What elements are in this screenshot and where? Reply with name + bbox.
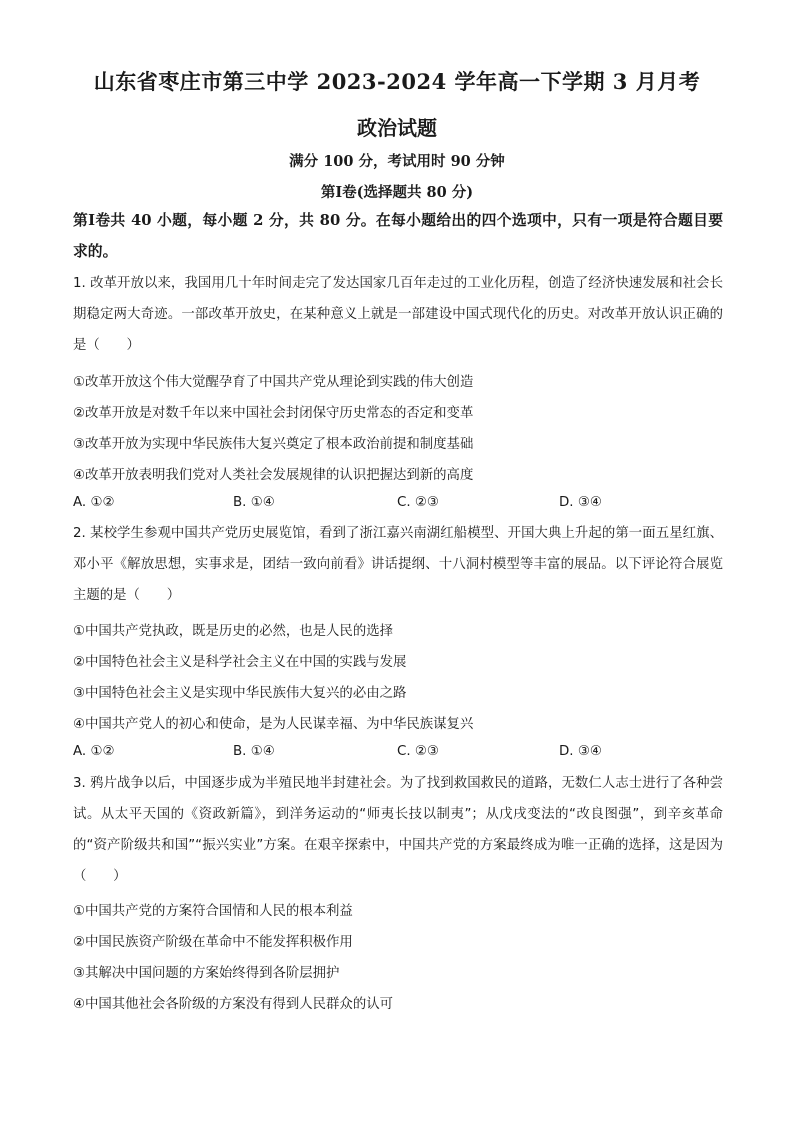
q1-option-d: D. ③④ <box>559 495 602 510</box>
q3-statement-4: ④中国其他社会各阶级的方案没有得到人民群众的认可 <box>73 997 393 1012</box>
exam-title: 山东省枣庄市第三中学 2023-2024 学年高一下学期 3 月月考 <box>93 69 701 94</box>
q1-option-c: C. ②③ <box>397 495 439 510</box>
q1-statement-3: ③改革开放为实现中华民族伟大复兴奠定了根本政治前提和制度基础 <box>73 437 474 452</box>
q1-options <box>73 495 733 515</box>
q1-statement-4: ④改革开放表明我们党对人类社会发展规律的认识把握达到新的高度 <box>73 468 474 483</box>
q3-statement-2: ②中国民族资产阶级在革命中不能发挥积极作用 <box>73 935 353 950</box>
q2-statement-2: ②中国特色社会主义是科学社会主义在中国的实践与发展 <box>73 655 407 670</box>
question-2-stem: 2. 某校学生参观中国共产党历史展览馆，看到了浙江嘉兴南湖红船模型、开国大典上升起的第一面五星红旗、邓小平《解放思想，实事求是，团结一致向前看》讲话提纲、十八洞村模型等丰富的展品。以下评论符合展览主题的是（ ） <box>73 526 723 603</box>
question-1-stem: 1. 改革开放以来，我国用几十年时间走完了发达国家几百年走过的工业化历程，创造了经济快速发展和社会长期稳定两大奇迹。一部改革开放史，在某种意义上就是一部建设中国式现代化的历史。对改革开放认识正确的是（ ） <box>73 276 723 353</box>
exam-subject: 政治试题 <box>357 116 437 140</box>
question-3-stem: 3. 鸦片战争以后，中国逐步成为半殖民地半封建社会。为了找到救国救民的道路，无数仁人志士进行了各种尝试。从太平天国的《资政新篇》，到洋务运动的“师夷长技以制夷”；从戊戌变法的“改良图强”，到辛亥革命的“资产阶级共和国”“振兴实业”方案。在艰辛探索中，中国共产党的方案最终成为唯一正确的选择，这是因为（ ） <box>73 776 723 884</box>
q1-statement-1: ①改革开放这个伟大觉醒孕育了中国共产党从理论到实践的伟大创造 <box>73 375 474 390</box>
q2-option-c: C. ②③ <box>397 744 439 759</box>
q2-option-a: A. ①② <box>73 744 115 759</box>
q2-statement-1: ①中国共产党执政，既是历史的必然，也是人民的选择 <box>73 624 393 639</box>
q1-option-a: A. ①② <box>73 495 115 510</box>
q2-statement-3: ③中国特色社会主义是实现中华民族伟大复兴的必由之路 <box>73 686 407 701</box>
q2-option-b: B. ①④ <box>233 744 275 759</box>
q2-options <box>73 744 733 764</box>
q1-statement-2: ②改革开放是对数千年以来中国社会封闭保守历史常态的否定和变革 <box>73 406 474 421</box>
q3-statement-3: ③其解决中国问题的方案始终得到各阶层拥护 <box>73 966 340 981</box>
section-heading: 第Ⅰ卷(选择题共 80 分) <box>320 184 474 201</box>
q2-statement-4: ④中国共产党人的初心和使命，是为人民谋幸福、为中华民族谋复兴 <box>73 717 474 732</box>
instructions: 第Ⅰ卷共 40 小题，每小题 2 分，共 80 分。在每小题给出的四个选项中，只有一项是符合题目要求的。 <box>73 212 723 260</box>
q3-statement-1: ①中国共产党的方案符合国情和人民的根本利益 <box>73 904 353 919</box>
q2-option-d: D. ③④ <box>559 744 602 759</box>
exam-info: 满分 100 分，考试用时 90 分钟 <box>289 153 505 170</box>
q1-option-b: B. ①④ <box>233 495 275 510</box>
